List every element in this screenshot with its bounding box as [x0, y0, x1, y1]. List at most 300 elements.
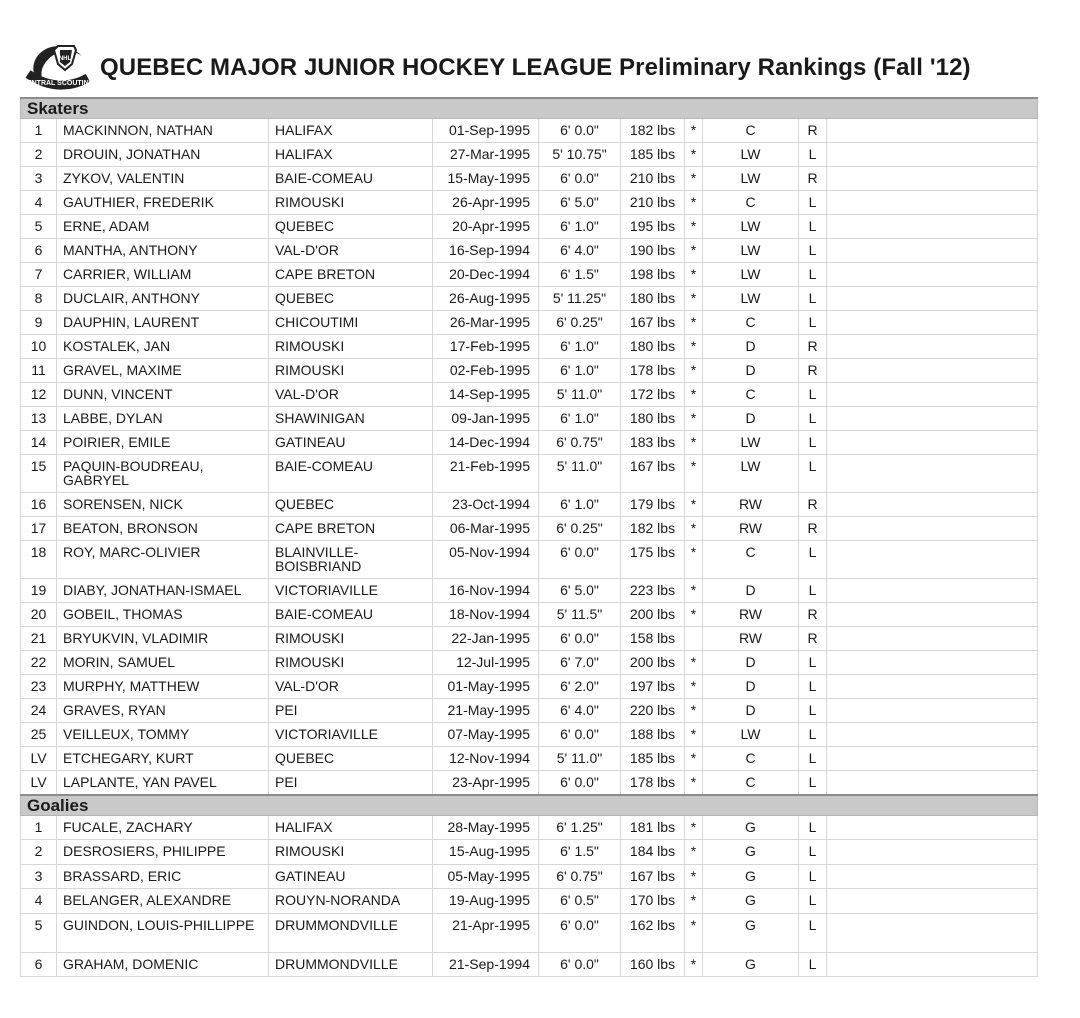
cell-empty [827, 747, 1038, 771]
cell-empty [827, 239, 1038, 263]
cell-birth-date: 16-Nov-1994 [433, 579, 539, 603]
cell-weight: 190 lbs [621, 239, 685, 263]
cell-position: D [703, 335, 799, 359]
cell-rank: 2 [21, 840, 57, 864]
cell-position: G [703, 840, 799, 864]
cell-height: 6' 1.0" [539, 407, 621, 431]
cell-team: QUEBEC [269, 493, 433, 517]
table-row [21, 493, 1038, 517]
cell-weight: 167 lbs [621, 455, 685, 493]
cell-flag: * [685, 191, 703, 215]
cell-empty [827, 913, 1038, 952]
cell-player-name: MACKINNON, NATHAN [57, 119, 269, 143]
cell-shoots: R [799, 335, 827, 359]
cell-height: 6' 0.0" [539, 952, 621, 976]
cell-position: D [703, 579, 799, 603]
cell-birth-date: 27-Mar-1995 [433, 143, 539, 167]
table-row [21, 431, 1038, 455]
cell-weight: 167 lbs [621, 864, 685, 888]
cell-player-name: GOBEIL, THOMAS [57, 603, 269, 627]
table-row [21, 517, 1038, 541]
cell-player-name: DESROSIERS, PHILIPPE [57, 840, 269, 864]
cell-position: C [703, 541, 799, 579]
cell-position: D [703, 407, 799, 431]
cell-player-name: LABBE, DYLAN [57, 407, 269, 431]
cell-player-name: GRAHAM, DOMENIC [57, 952, 269, 976]
cell-player-name: MURPHY, MATTHEW [57, 675, 269, 699]
cell-weight: 210 lbs [621, 167, 685, 191]
cell-flag: * [685, 287, 703, 311]
cell-empty [827, 627, 1038, 651]
cell-birth-date: 23-Oct-1994 [433, 493, 539, 517]
cell-weight: 167 lbs [621, 311, 685, 335]
cell-flag: * [685, 864, 703, 888]
cell-position: LW [703, 167, 799, 191]
cell-weight: 185 lbs [621, 747, 685, 771]
cell-shoots: L [799, 771, 827, 796]
table-row [21, 119, 1038, 143]
cell-rank: 1 [21, 119, 57, 143]
cell-rank: 13 [21, 407, 57, 431]
cell-rank: 5 [21, 913, 57, 952]
cell-team: CAPE BRETON [269, 517, 433, 541]
cell-rank: 12 [21, 383, 57, 407]
cell-height: 6' 1.25" [539, 816, 621, 840]
cell-empty [827, 579, 1038, 603]
cell-height: 6' 5.0" [539, 579, 621, 603]
cell-team: VICTORIAVILLE [269, 579, 433, 603]
cell-flag: * [685, 335, 703, 359]
cell-position: RW [703, 627, 799, 651]
cell-team: BAIE-COMEAU [269, 603, 433, 627]
cell-rank: 20 [21, 603, 57, 627]
cell-empty [827, 675, 1038, 699]
cell-shoots: L [799, 699, 827, 723]
table-row [21, 723, 1038, 747]
cell-birth-date: 17-Feb-1995 [433, 335, 539, 359]
cell-birth-date: 12-Nov-1994 [433, 747, 539, 771]
cell-height: 5' 11.0" [539, 747, 621, 771]
cell-rank: 25 [21, 723, 57, 747]
cell-team: VICTORIAVILLE [269, 723, 433, 747]
cell-player-name: BELANGER, ALEXANDRE [57, 889, 269, 913]
cell-flag [685, 627, 703, 651]
cell-player-name: CARRIER, WILLIAM [57, 263, 269, 287]
cell-rank: 22 [21, 651, 57, 675]
page-title [100, 54, 971, 82]
cell-empty [827, 407, 1038, 431]
table-row [21, 603, 1038, 627]
table-row [21, 287, 1038, 311]
cell-birth-date: 01-Sep-1995 [433, 119, 539, 143]
cell-rank: 5 [21, 215, 57, 239]
cell-rank: 10 [21, 335, 57, 359]
cell-weight: 180 lbs [621, 335, 685, 359]
cell-empty [827, 840, 1038, 864]
cell-rank: 7 [21, 263, 57, 287]
cell-position: C [703, 747, 799, 771]
cell-team: DRUMMONDVILLE [269, 952, 433, 976]
cell-flag: * [685, 493, 703, 517]
cell-birth-date: 28-May-1995 [433, 816, 539, 840]
section-title: Skaters [21, 98, 1038, 119]
table-row [21, 191, 1038, 215]
cell-flag: * [685, 747, 703, 771]
cell-empty [827, 311, 1038, 335]
cell-position: C [703, 383, 799, 407]
cell-birth-date: 05-May-1995 [433, 864, 539, 888]
cell-birth-date: 07-May-1995 [433, 723, 539, 747]
cell-position: D [703, 651, 799, 675]
cell-flag: * [685, 816, 703, 840]
cell-team: RIMOUSKI [269, 651, 433, 675]
section-title: Goalies [21, 795, 1038, 816]
cell-shoots: L [799, 675, 827, 699]
cell-flag: * [685, 840, 703, 864]
table-row [21, 913, 1038, 952]
cell-birth-date: 15-Aug-1995 [433, 840, 539, 864]
cell-position: G [703, 952, 799, 976]
cell-position: G [703, 864, 799, 888]
cell-shoots: R [799, 359, 827, 383]
cell-weight: 184 lbs [621, 840, 685, 864]
cell-flag: * [685, 771, 703, 796]
cell-weight: 220 lbs [621, 699, 685, 723]
cell-player-name: ERNE, ADAM [57, 215, 269, 239]
cell-flag: * [685, 603, 703, 627]
cell-team: CHICOUTIMI [269, 311, 433, 335]
cell-flag: * [685, 143, 703, 167]
cell-birth-date: 20-Dec-1994 [433, 263, 539, 287]
cell-empty [827, 603, 1038, 627]
cell-rank: 21 [21, 627, 57, 651]
cell-rank: 17 [21, 517, 57, 541]
cell-position: D [703, 675, 799, 699]
cell-birth-date: 26-Aug-1995 [433, 287, 539, 311]
cell-birth-date: 05-Nov-1994 [433, 541, 539, 579]
cell-height: 6' 1.0" [539, 335, 621, 359]
cell-empty [827, 816, 1038, 840]
cell-team: RIMOUSKI [269, 627, 433, 651]
cell-position: G [703, 913, 799, 952]
cell-player-name: GRAVES, RYAN [57, 699, 269, 723]
cell-shoots: R [799, 627, 827, 651]
cell-birth-date: 22-Jan-1995 [433, 627, 539, 651]
cell-empty [827, 455, 1038, 493]
cell-birth-date: 09-Jan-1995 [433, 407, 539, 431]
cell-flag: * [685, 407, 703, 431]
cell-flag: * [685, 359, 703, 383]
cell-flag: * [685, 167, 703, 191]
table-row [21, 771, 1038, 796]
cell-position: LW [703, 723, 799, 747]
cell-empty [827, 119, 1038, 143]
cell-team: SHAWINIGAN [269, 407, 433, 431]
cell-empty [827, 541, 1038, 579]
cell-team: HALIFAX [269, 119, 433, 143]
cell-flag: * [685, 263, 703, 287]
logo-text: CENTRAL SCOUTING [22, 80, 94, 87]
table-row [21, 864, 1038, 888]
cell-flag: * [685, 517, 703, 541]
cell-weight: 183 lbs [621, 431, 685, 455]
cell-player-name: BRYUKVIN, VLADIMIR [57, 627, 269, 651]
cell-height: 6' 0.0" [539, 913, 621, 952]
cell-position: C [703, 191, 799, 215]
cell-empty [827, 359, 1038, 383]
cell-team: VAL-D'OR [269, 675, 433, 699]
table-row [21, 579, 1038, 603]
cell-position: LW [703, 431, 799, 455]
cell-weight: 200 lbs [621, 651, 685, 675]
table-row [21, 263, 1038, 287]
cell-rank: 1 [21, 816, 57, 840]
cell-empty [827, 263, 1038, 287]
rankings-table [20, 97, 1038, 977]
table-row [21, 167, 1038, 191]
cell-player-name: MORIN, SAMUEL [57, 651, 269, 675]
cell-team: QUEBEC [269, 215, 433, 239]
table-row [21, 889, 1038, 913]
table-row [21, 383, 1038, 407]
cell-height: 5' 10.75" [539, 143, 621, 167]
cell-shoots: L [799, 287, 827, 311]
cell-flag: * [685, 119, 703, 143]
cell-shoots: L [799, 651, 827, 675]
cell-team: HALIFAX [269, 816, 433, 840]
cell-weight: 185 lbs [621, 143, 685, 167]
cell-team: QUEBEC [269, 747, 433, 771]
cell-team: RIMOUSKI [269, 840, 433, 864]
cell-position: C [703, 311, 799, 335]
cell-team: BAIE-COMEAU [269, 455, 433, 493]
table-row [21, 359, 1038, 383]
cell-team: RIMOUSKI [269, 191, 433, 215]
cell-weight: 181 lbs [621, 816, 685, 840]
cell-birth-date: 21-Sep-1994 [433, 952, 539, 976]
cell-team: CAPE BRETON [269, 263, 433, 287]
cell-height: 6' 0.0" [539, 119, 621, 143]
cell-height: 5' 11.0" [539, 455, 621, 493]
cell-player-name: SORENSEN, NICK [57, 493, 269, 517]
cell-player-name: DROUIN, JONATHAN [57, 143, 269, 167]
cell-position: LW [703, 143, 799, 167]
cell-shoots: R [799, 167, 827, 191]
cell-player-name: FUCALE, ZACHARY [57, 816, 269, 840]
cell-player-name: ROY, MARC-OLIVIER [57, 541, 269, 579]
cell-player-name: LAPLANTE, YAN PAVEL [57, 771, 269, 796]
cell-birth-date: 21-May-1995 [433, 699, 539, 723]
cell-rank: 9 [21, 311, 57, 335]
cell-shoots: L [799, 889, 827, 913]
table-row [21, 651, 1038, 675]
cell-shoots: L [799, 383, 827, 407]
cell-player-name: POIRIER, EMILE [57, 431, 269, 455]
cell-position: LW [703, 287, 799, 311]
cell-height: 6' 4.0" [539, 699, 621, 723]
cell-shoots: L [799, 864, 827, 888]
cell-height: 6' 1.5" [539, 263, 621, 287]
cell-empty [827, 431, 1038, 455]
cell-height: 6' 0.0" [539, 627, 621, 651]
table-row [21, 407, 1038, 431]
cell-position: RW [703, 517, 799, 541]
cell-shoots: L [799, 431, 827, 455]
cell-rank: 4 [21, 889, 57, 913]
table-row [21, 239, 1038, 263]
cell-team: VAL-D'OR [269, 239, 433, 263]
cell-empty [827, 517, 1038, 541]
cell-weight: 195 lbs [621, 215, 685, 239]
cell-player-name: BEATON, BRONSON [57, 517, 269, 541]
cell-rank: 4 [21, 191, 57, 215]
cell-empty [827, 889, 1038, 913]
cell-rank: 15 [21, 455, 57, 493]
cell-player-name: ZYKOV, VALENTIN [57, 167, 269, 191]
cell-player-name: GAUTHIER, FREDERIK [57, 191, 269, 215]
cell-weight: 210 lbs [621, 191, 685, 215]
cell-position: C [703, 119, 799, 143]
cell-position: LW [703, 455, 799, 493]
cell-shoots: R [799, 119, 827, 143]
table-row [21, 541, 1038, 579]
cell-rank: 11 [21, 359, 57, 383]
cell-team: PEI [269, 699, 433, 723]
cell-flag: * [685, 215, 703, 239]
cell-position: G [703, 816, 799, 840]
cell-birth-date: 19-Aug-1995 [433, 889, 539, 913]
cell-shoots: L [799, 840, 827, 864]
table-row [21, 816, 1038, 840]
cell-weight: 198 lbs [621, 263, 685, 287]
cell-shoots: L [799, 747, 827, 771]
cell-rank: 14 [21, 431, 57, 455]
cell-shoots: R [799, 603, 827, 627]
cell-birth-date: 14-Sep-1995 [433, 383, 539, 407]
cell-height: 6' 0.0" [539, 771, 621, 796]
cell-empty [827, 493, 1038, 517]
cell-shoots: R [799, 493, 827, 517]
section-header-goalies [21, 795, 1038, 816]
table-row [21, 747, 1038, 771]
cell-weight: 178 lbs [621, 771, 685, 796]
cell-flag: * [685, 952, 703, 976]
cell-rank: 24 [21, 699, 57, 723]
cell-birth-date: 02-Feb-1995 [433, 359, 539, 383]
table-row [21, 627, 1038, 651]
cell-player-name: BRASSARD, ERIC [57, 864, 269, 888]
table-row [21, 311, 1038, 335]
cell-height: 6' 0.0" [539, 167, 621, 191]
title-subtitle: Preliminary Rankings (Fall '12) [619, 54, 971, 81]
cell-weight: 179 lbs [621, 493, 685, 517]
cell-rank: 18 [21, 541, 57, 579]
cell-height: 6' 0.25" [539, 311, 621, 335]
cell-birth-date: 14-Dec-1994 [433, 431, 539, 455]
cell-team: PEI [269, 771, 433, 796]
cell-height: 6' 1.0" [539, 493, 621, 517]
cell-empty [827, 723, 1038, 747]
cell-shoots: L [799, 455, 827, 493]
cell-team: GATINEAU [269, 864, 433, 888]
cell-flag: * [685, 913, 703, 952]
cell-empty [827, 699, 1038, 723]
cell-team: RIMOUSKI [269, 335, 433, 359]
cell-rank: 16 [21, 493, 57, 517]
cell-height: 5' 11.5" [539, 603, 621, 627]
cell-rank: 8 [21, 287, 57, 311]
document-header [22, 38, 1042, 94]
cell-position: RW [703, 603, 799, 627]
cell-weight: 175 lbs [621, 541, 685, 579]
cell-shoots: L [799, 541, 827, 579]
cell-weight: 197 lbs [621, 675, 685, 699]
cell-empty [827, 287, 1038, 311]
cell-flag: * [685, 579, 703, 603]
cell-height: 6' 4.0" [539, 239, 621, 263]
cell-empty [827, 143, 1038, 167]
cell-empty [827, 864, 1038, 888]
cell-team: HALIFAX [269, 143, 433, 167]
cell-height: 6' 5.0" [539, 191, 621, 215]
cell-empty [827, 383, 1038, 407]
cell-height: 5' 11.25" [539, 287, 621, 311]
cell-shoots: L [799, 311, 827, 335]
cell-height: 5' 11.0" [539, 383, 621, 407]
cell-birth-date: 26-Mar-1995 [433, 311, 539, 335]
table-row [21, 335, 1038, 359]
cell-player-name: DIABY, JONATHAN-ISMAEL [57, 579, 269, 603]
cell-player-name: DUCLAIR, ANTHONY [57, 287, 269, 311]
cell-height: 6' 1.5" [539, 840, 621, 864]
cell-player-name: GRAVEL, MAXIME [57, 359, 269, 383]
cell-rank: 6 [21, 952, 57, 976]
cell-empty [827, 215, 1038, 239]
cell-position: LW [703, 239, 799, 263]
cell-birth-date: 21-Feb-1995 [433, 455, 539, 493]
cell-rank: 19 [21, 579, 57, 603]
cell-weight: 172 lbs [621, 383, 685, 407]
cell-rank: 3 [21, 864, 57, 888]
cell-shoots: L [799, 263, 827, 287]
table-row [21, 215, 1038, 239]
cell-team: BLAINVILLE-BOISBRIAND [269, 541, 433, 579]
cell-empty [827, 952, 1038, 976]
cell-birth-date: 20-Apr-1995 [433, 215, 539, 239]
table-row [21, 952, 1038, 976]
cell-flag: * [685, 541, 703, 579]
cell-flag: * [685, 651, 703, 675]
cell-team: VAL-D'OR [269, 383, 433, 407]
cell-height: 6' 7.0" [539, 651, 621, 675]
table-row [21, 143, 1038, 167]
cell-rank: 2 [21, 143, 57, 167]
cell-team: ROUYN-NORANDA [269, 889, 433, 913]
nhl-central-scouting-logo-icon [22, 38, 94, 90]
cell-position: G [703, 889, 799, 913]
cell-height: 6' 1.0" [539, 359, 621, 383]
cell-rank: LV [21, 771, 57, 796]
cell-birth-date: 12-Jul-1995 [433, 651, 539, 675]
cell-birth-date: 21-Apr-1995 [433, 913, 539, 952]
cell-shoots: L [799, 143, 827, 167]
cell-flag: * [685, 699, 703, 723]
cell-weight: 162 lbs [621, 913, 685, 952]
cell-weight: 170 lbs [621, 889, 685, 913]
cell-player-name: ETCHEGARY, KURT [57, 747, 269, 771]
cell-birth-date: 26-Apr-1995 [433, 191, 539, 215]
cell-player-name: DAUPHIN, LAURENT [57, 311, 269, 335]
